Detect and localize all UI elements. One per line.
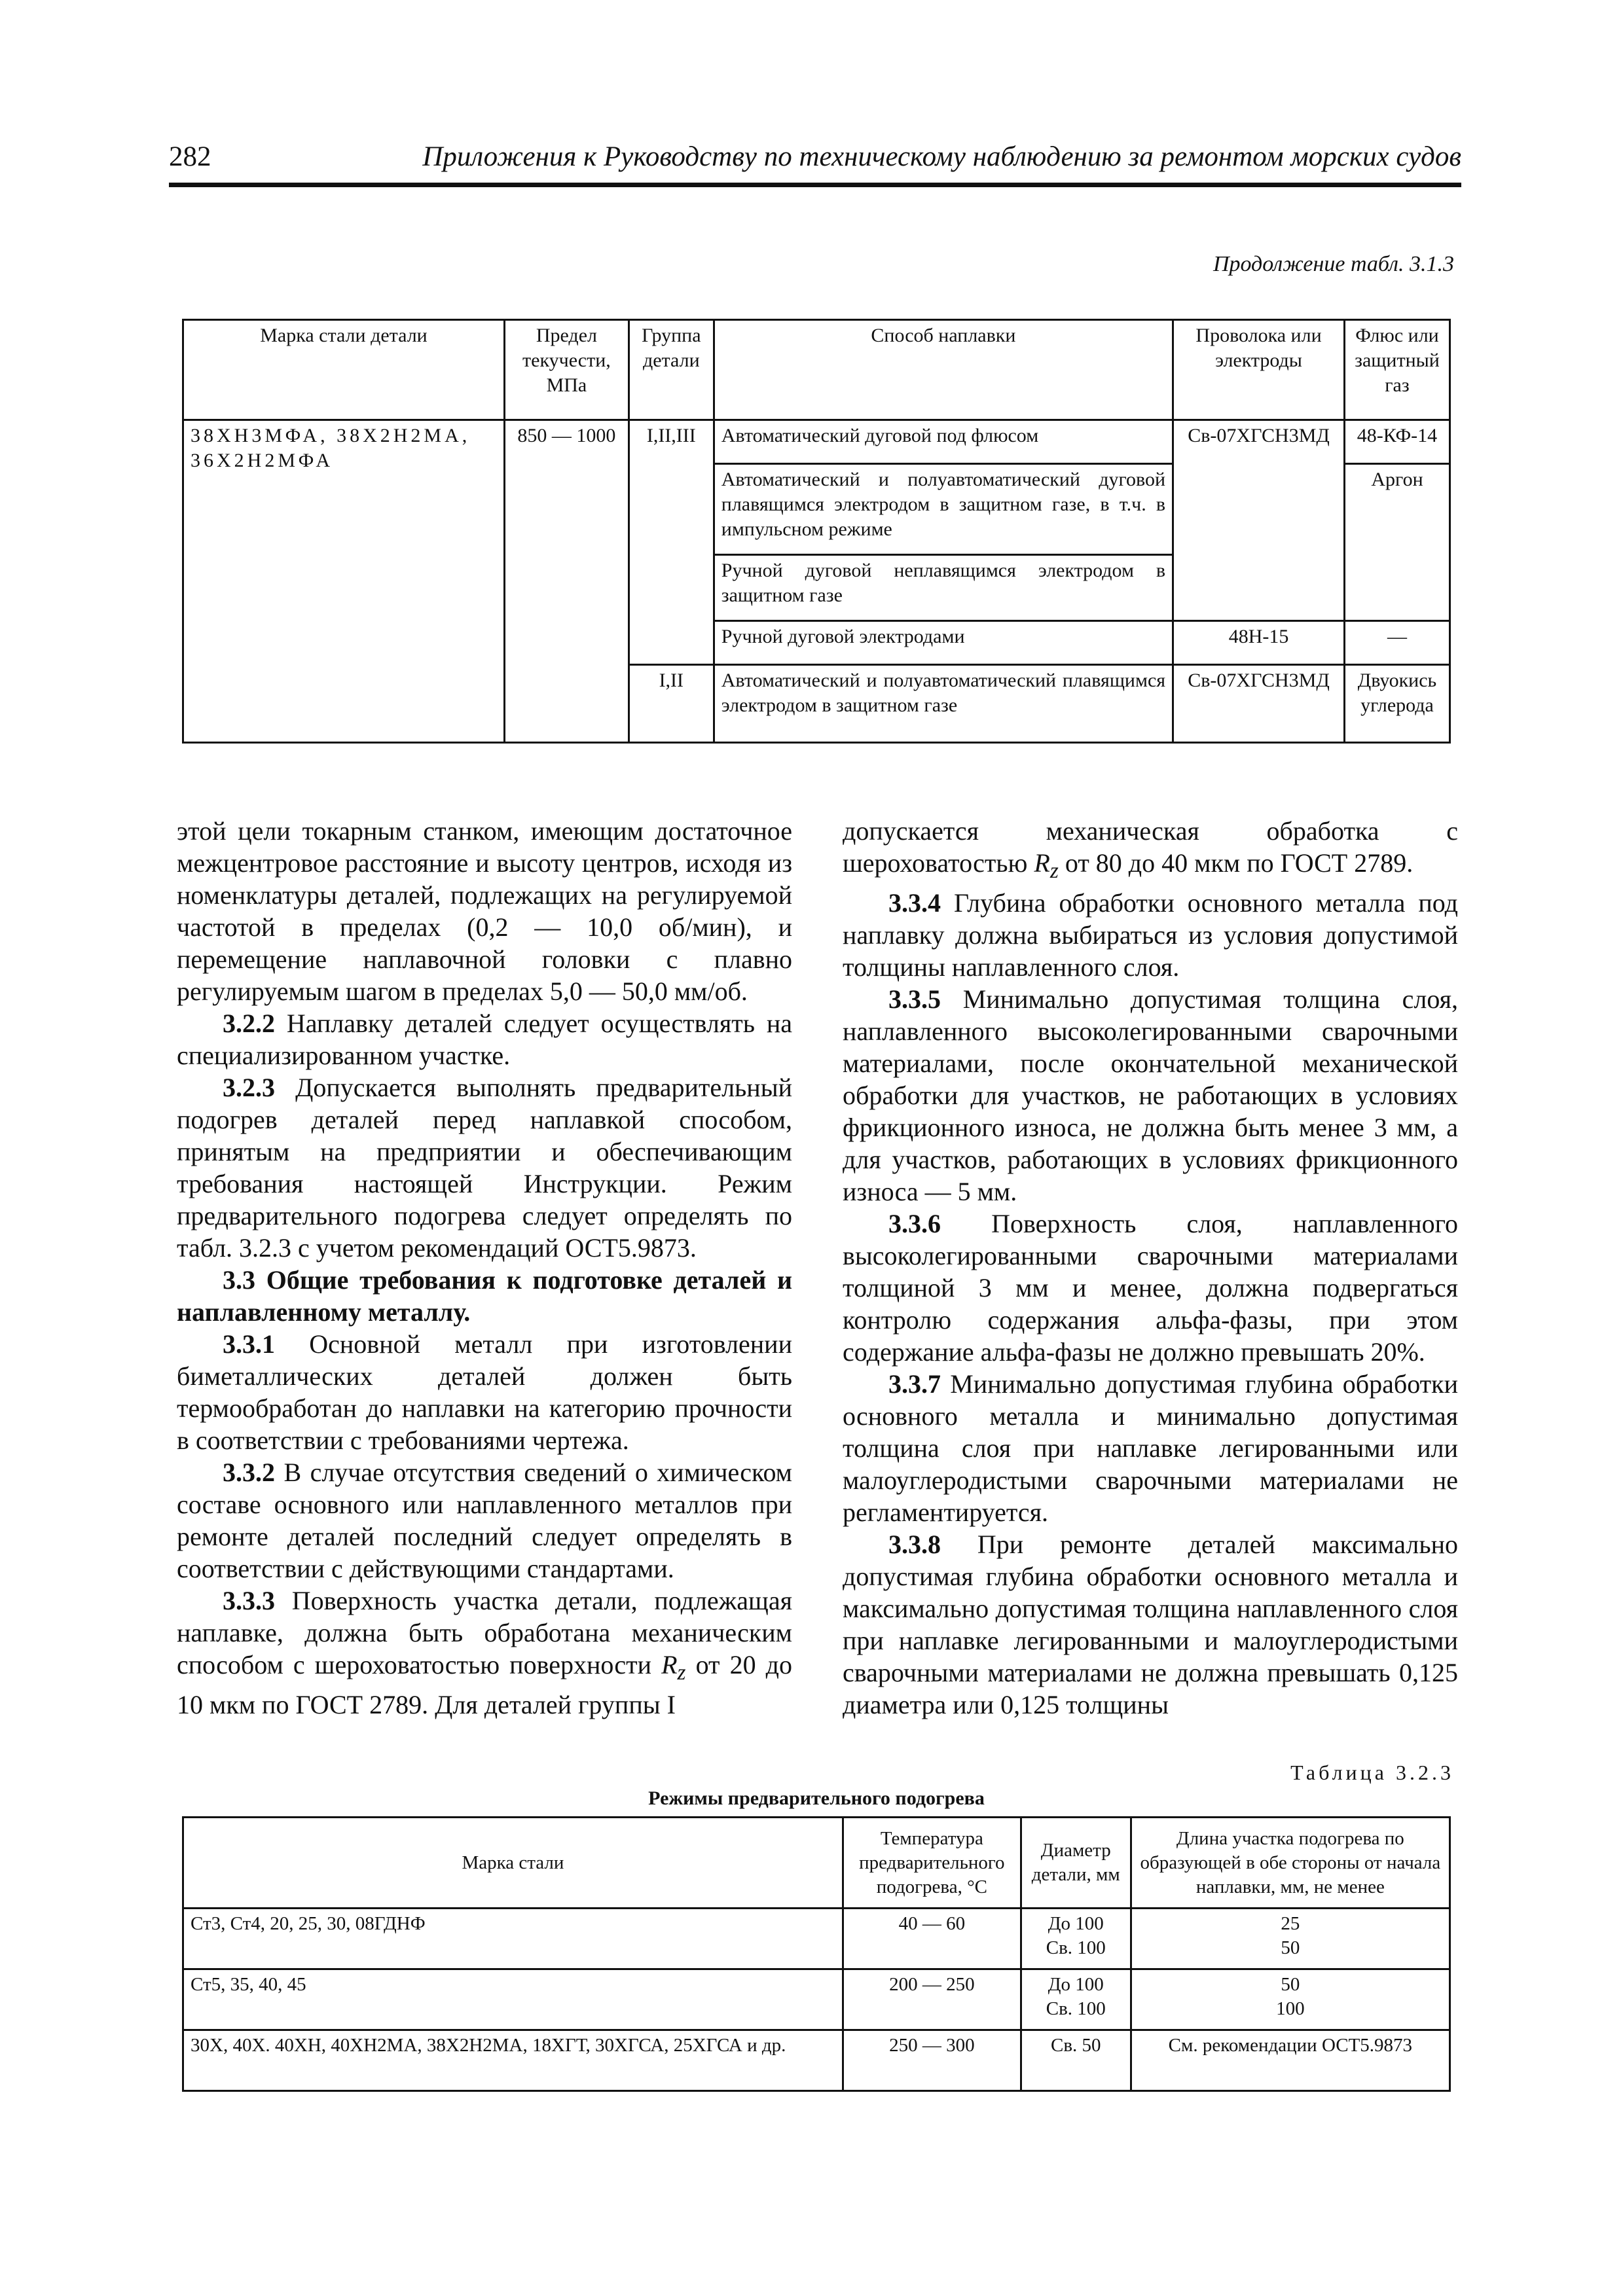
wire-cell: 48Н-15 [1173, 621, 1345, 665]
table-label: Таблица 3.2.3 [1290, 1761, 1454, 1784]
paragraph: 3.3.2 В случае отсутствия сведений о химическом составе основного или наплавленного металлов при ремонте деталей последний следует определять в соответствии с действующими стандартами. [177, 1458, 792, 1583]
diameter-cell: Св. 50 [1021, 2030, 1131, 2091]
column-header: Температура предварительного подогрева, °С [843, 1818, 1021, 1909]
length-cell: 25 50 [1131, 1909, 1450, 1969]
part-group-cell: I,II,III [629, 420, 714, 665]
clause-number: 3.3.8 [888, 1530, 941, 1559]
paragraph: допускается механическая обработка с шероховатостью $R_z$ от 80 до 40 мкм по ГОСТ 2789. [843, 816, 1458, 883]
clause-number: 3.2.3 [223, 1073, 275, 1102]
clause-number: 3.3.5 [888, 984, 941, 1014]
clause-number: 3.3.1 [223, 1329, 275, 1359]
table-row [183, 1909, 1450, 1969]
table-3-2-3 [182, 1816, 1451, 2092]
paragraph: 3.3.6 Поверхность слоя, наплавленного высоколегированными сварочными материалами толщиной 3 мм и менее, должна подвергаться контролю содержания альфа-фазы, при этом содержание альфа-фазы не должно превышать 20%. [843, 1209, 1458, 1367]
clause-number: 3.2.2 [223, 1009, 275, 1038]
clause-number: 3.3.4 [888, 888, 941, 918]
running-title: Приложения к Руководству по техническому наблюдению за ремонтом морских судов [422, 141, 1461, 172]
paragraph: 3.3.1 Основной металл при изготовлении биметаллических деталей должен быть термообработан до наплавки на категорию прочности в соответствии с требованиями чертежа. [177, 1329, 792, 1455]
column-header: Способ наплавки [714, 320, 1173, 420]
part-group-cell: I,II [629, 665, 714, 743]
paragraph: 3.2.3 Допускается выполнять предварительный подогрев деталей перед наплавкой способом, принятым на предприятии и обеспечивающим требования настоящей Инструкции. Режим предварительного подогрева следует определять по табл. 3.2.3 с учетом рекомендаций ОСТ5.9873. [177, 1073, 792, 1263]
paragraph: 3.3.4 Глубина обработки основного металла под наплавку должна выбираться из условия допустимой толщины наплавленного слоя. [843, 888, 1458, 982]
roughness-symbol: $R_z$ [1034, 848, 1059, 883]
diameter-cell: До 100 Св. 100 [1021, 1969, 1131, 2030]
steel-grade-cell: Ст5, 35, 40, 45 [183, 1969, 843, 2030]
paragraph: 3.3.8 При ремонте деталей максимально допустимая глубина обработки основного металла и максимально допустимая толщина наплавленного слоя при наплавке легированными и малоуглеродистыми сварочными материалами не должна превышать 0,125 диаметра или 0,125 толщины [843, 1530, 1458, 1719]
table-header-row [183, 1818, 1450, 1909]
column-header: Предел текучести, МПа [504, 320, 629, 420]
column-header: Группа детали [629, 320, 714, 420]
method-cell: Автоматический и полуавтоматический дуговой плавящимся электродом в защитном газе, в т.ч. в импульсном режиме [714, 464, 1173, 555]
table-row [183, 420, 1450, 464]
method-cell: Автоматический и полуавтоматический плавящимся электродом в защитном газе [714, 665, 1173, 743]
steel-grade-cell: Ст3, Ст4, 20, 25, 30, 08ГДНФ [183, 1909, 843, 1969]
length-cell: См. рекомендации ОСТ5.9873 [1131, 2030, 1450, 2091]
column-header: Диаметр детали, мм [1021, 1818, 1131, 1909]
steel-grade-cell: 30Х, 40Х. 40ХН, 40ХН2МА, 38Х2Н2МА, 18ХГТ, 30ХГСА, 25ХГСА и др. [183, 2030, 843, 2091]
steel-grade-cell: 38ХН3МФА, 38Х2Н2МА, 36Х2Н2МФА [183, 420, 505, 743]
table-row [183, 2030, 1450, 2091]
temperature-cell: 40 — 60 [843, 1909, 1021, 1969]
page-number: 282 [169, 141, 211, 172]
method-cell: Ручной дуговой электродами [714, 621, 1173, 665]
table-continuation-label: Продолжение табл. 3.1.3 [1213, 252, 1454, 276]
column-header: Марка стали [183, 1818, 843, 1909]
column-header: Проволока или электроды [1173, 320, 1345, 420]
table-row [183, 1969, 1450, 2030]
flux-cell: Двуокись углерода [1344, 665, 1450, 743]
roughness-symbol: $R_z$ [661, 1650, 686, 1685]
clause-number: 3.3.6 [888, 1209, 941, 1238]
table-title: Режимы предварительного подогрева [648, 1787, 985, 1809]
flux-cell: — [1344, 621, 1450, 665]
right-text-column [843, 815, 1458, 1721]
paragraph: 3.3.3 Поверхность участка детали, подлежащая наплавке, должна быть обработана механическим способом с шероховатостью поверхности $R_z$ от 20 до 10 мкм по ГОСТ 2789. Для деталей группы I [177, 1586, 793, 1719]
table-header-row [183, 320, 1450, 420]
page-header [169, 141, 1461, 187]
yield-strength-cell: 850 — 1000 [504, 420, 629, 743]
method-cell: Автоматический дуговой под флюсом [714, 420, 1173, 464]
flux-cell: Аргон [1344, 464, 1450, 621]
clause-number: 3.3.2 [223, 1458, 275, 1487]
paragraph: 3.2.2 Наплавку деталей следует осуществлять на специализированном участке. [177, 1009, 792, 1070]
method-cell: Ручной дуговой неплавящимся электродом в защитном газе [714, 555, 1173, 621]
paragraph: 3.3.5 Минимально допустимая толщина слоя, наплавленного высоколегированными сварочными материалами, после окончательной механической обработки для участков, не работающих в условиях фрикционного износа, не должна быть менее 3 мм, а для участков, работающих в условиях фрикционного износа — 5 мм. [843, 984, 1458, 1206]
table-3-1-3 [182, 319, 1451, 744]
flux-cell: 48-КФ-14 [1344, 420, 1450, 464]
wire-cell: Св-07ХГСН3МД [1173, 420, 1345, 621]
column-header: Флюс или защитный газ [1344, 320, 1450, 420]
section-heading: 3.3 Общие требования к подготовке деталей и наплавленному металлу. [177, 1265, 792, 1327]
left-text-column [177, 815, 792, 1721]
length-cell: 50 100 [1131, 1969, 1450, 2030]
column-header: Марка стали детали [183, 320, 505, 420]
clause-number: 3.3.3 [223, 1586, 275, 1615]
paragraph: этой цели токарным станком, имеющим достаточное межцентровое расстояние и высоту центров, исходя из номенклатуры деталей, подлежащих на регулируемой частотой в пределах (0,2 — 10,0 об/мин), и перемещение наплавочной головки с плавно регулируемым шагом в пределах 5,0 — 50,0 мм/об. [177, 816, 792, 1006]
temperature-cell: 250 — 300 [843, 2030, 1021, 2091]
column-header: Длина участка подогрева по образующей в обе стороны от начала наплавки, мм, не менее [1131, 1818, 1450, 1909]
diameter-cell: До 100 Св. 100 [1021, 1909, 1131, 1969]
temperature-cell: 200 — 250 [843, 1969, 1021, 2030]
wire-cell: Св-07ХГСН3МД [1173, 665, 1345, 743]
clause-number: 3.3.7 [888, 1369, 941, 1399]
paragraph: 3.3.7 Минимально допустимая глубина обработки основного металла и минимально допустимая толщина слоя при наплавке легированными или малоуглеродистыми сварочными материалами не регламентируется. [843, 1369, 1458, 1527]
